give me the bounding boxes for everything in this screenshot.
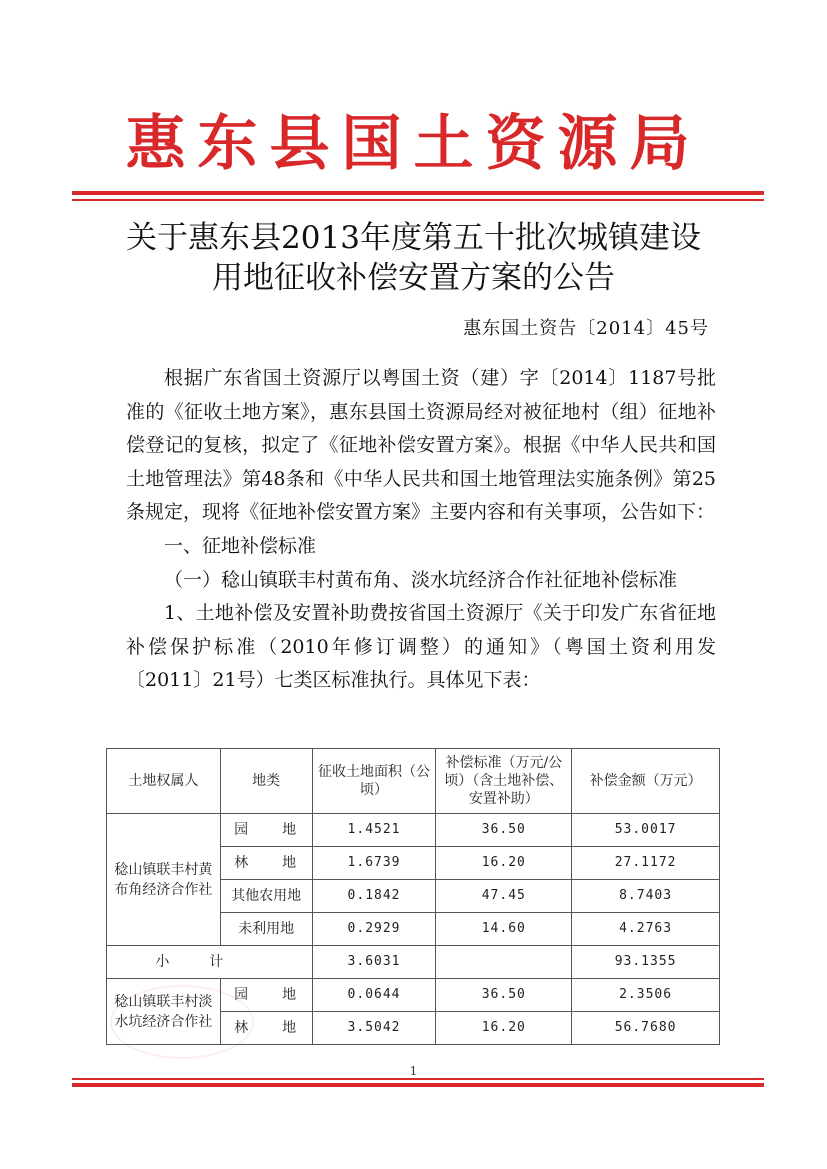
header-area: 征收土地面积（公顷） bbox=[312, 749, 436, 814]
area-cell: 0.2929 bbox=[312, 913, 436, 946]
paragraph-intro: 根据广东省国土资源厅以粤国土资（建）字〔2014〕1187号批准的《征收土地方案》，惠东县国土资源局经对被征地村（组）征地补偿登记的复核，拟定了《征地补偿安置方案》。根据《中华人民共和国土地管理法》第48条和《中华人民共和国土地管理法实施条例》第25条规定，现将《征地补偿安置方案》主要内容和有关事项，公告如下： bbox=[126, 367, 716, 524]
land-type-cell: 林 地 bbox=[220, 1012, 312, 1045]
standard-cell: 16.20 bbox=[436, 847, 572, 880]
area-cell: 1.6739 bbox=[312, 847, 436, 880]
amount-cell: 8.7403 bbox=[572, 880, 720, 913]
footer-rule-thin bbox=[72, 1078, 764, 1080]
standard-cell: 16.20 bbox=[436, 1012, 572, 1045]
standard-cell: 36.50 bbox=[436, 814, 572, 847]
table-header-row bbox=[107, 749, 720, 814]
header-owner: 土地权属人 bbox=[107, 749, 221, 814]
area-cell: 0.1842 bbox=[312, 880, 436, 913]
table-row bbox=[107, 814, 720, 847]
land-type-cell: 未利用地 bbox=[220, 913, 312, 946]
header-amount: 补偿金额（万元） bbox=[572, 749, 720, 814]
amount-cell: 4.2763 bbox=[572, 913, 720, 946]
letterhead-rule-thin bbox=[72, 199, 764, 201]
header-standard: 补偿标准（万元/公顷）（含土地补偿、安置补助） bbox=[436, 749, 572, 814]
area-cell: 3.5042 bbox=[312, 1012, 436, 1045]
subtotal-area: 3.6031 bbox=[312, 946, 436, 979]
subsection-heading-1: （一）稔山镇联丰村黄布角、淡水坑经济合作社征地补偿标准 bbox=[164, 568, 678, 591]
page-number: 1 bbox=[409, 1064, 418, 1078]
owner-cell: 稔山镇联丰村黄布角经济合作社 bbox=[107, 814, 221, 946]
amount-cell: 56.7680 bbox=[572, 1012, 720, 1045]
subtotal-standard bbox=[436, 946, 572, 979]
notice-body bbox=[126, 362, 716, 698]
amount-cell: 53.0017 bbox=[572, 814, 720, 847]
land-type-cell: 园 地 bbox=[220, 979, 312, 1012]
header-land-type: 地类 bbox=[220, 749, 312, 814]
agency-letterhead: 惠东县国土资源局 bbox=[125, 109, 702, 179]
standard-cell: 36.50 bbox=[436, 979, 572, 1012]
owner-cell: 稔山镇联丰村淡水坑经济合作社 bbox=[107, 979, 221, 1045]
amount-cell: 27.1172 bbox=[572, 847, 720, 880]
document-number: 惠东国土资告〔2014〕45号 bbox=[463, 318, 709, 339]
standard-cell: 14.60 bbox=[436, 913, 572, 946]
notice-title-line2: 用地征收补偿安置方案的公告 bbox=[212, 260, 615, 296]
paragraph-compensation-basis: 1、土地补偿及安置补助费按省国土资源厅《关于印发广东省征地补偿保护标准（2010年修订调整）的通知》（粤国土资利用发〔2011〕21号）七类区标准执行。具体见下表： bbox=[126, 602, 716, 692]
subtotal-label: 小计 bbox=[107, 946, 313, 979]
subtotal-row bbox=[107, 946, 720, 979]
amount-cell: 2.3506 bbox=[572, 979, 720, 1012]
area-cell: 0.0644 bbox=[312, 979, 436, 1012]
subtotal-amount: 93.1355 bbox=[572, 946, 720, 979]
land-type-cell: 其他农用地 bbox=[220, 880, 312, 913]
section-heading-1: 一、征地补偿标准 bbox=[164, 534, 317, 557]
faint-seal-mark bbox=[110, 985, 254, 1059]
standard-cell: 47.45 bbox=[436, 880, 572, 913]
notice-title-line1: 关于惠东县2013年度第五十批次城镇建设 bbox=[126, 220, 701, 256]
land-type-cell: 园 地 bbox=[220, 814, 312, 847]
area-cell: 1.4521 bbox=[312, 814, 436, 847]
letterhead-rule-thick bbox=[72, 191, 764, 195]
land-type-cell: 林 地 bbox=[220, 847, 312, 880]
footer-rule-thick bbox=[72, 1083, 764, 1087]
